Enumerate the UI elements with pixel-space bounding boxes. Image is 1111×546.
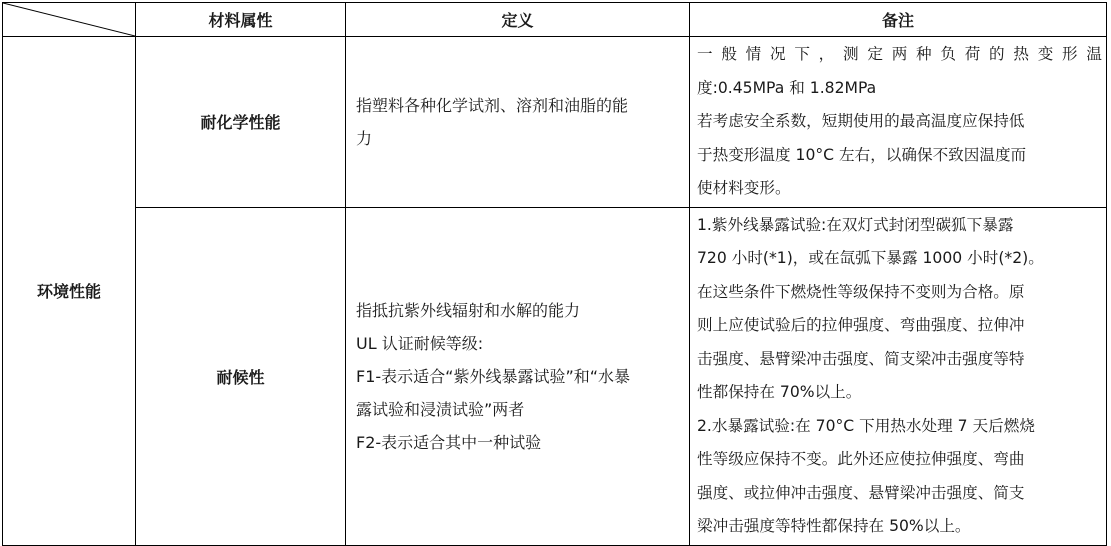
table-row <box>3 37 1107 208</box>
diagonal-header-cell <box>3 3 136 37</box>
remark-line: 性等级应保持不变。此外还应使拉伸强度、弯曲 <box>697 450 1025 468</box>
remarks-cell <box>690 207 1107 545</box>
definition-cell <box>346 37 690 208</box>
definition-line: F1-表示适合“紫外线暴露试验”和“水暴 <box>356 366 631 386</box>
header-property: 材料属性 <box>136 3 346 37</box>
diagonal-line <box>3 3 135 36</box>
definition-line: 力 <box>356 128 373 148</box>
remark-line: 1.紫外线暴露试验:在双灯式封闭型碳狐下暴露 <box>697 215 1014 234</box>
header-remarks: 备注 <box>690 3 1107 37</box>
remark-line: 性都保持在 70%以上。 <box>697 383 862 401</box>
remark-line: 度:0.45MPa 和 1.82MPa <box>697 78 877 97</box>
remark-line: 使材料变形。 <box>697 179 791 197</box>
remark-line: 于热变形温度 10°C 左右，以确保不致因温度而 <box>697 145 1027 164</box>
header-row <box>3 3 1107 37</box>
remark-line: 在这些条件下燃烧性等级保持不变则为合格。原 <box>697 282 1025 301</box>
remark-line: 强度、或拉伸冲击强度、悬臂梁冲击强度、简支 <box>697 483 1025 502</box>
remark-line: 若考虑安全系数，短期使用的最高温度应保持低 <box>697 112 1025 130</box>
definition-line: 露试验和浸渍试验”两者 <box>356 399 525 419</box>
property-cell: 耐候性 <box>136 207 346 545</box>
remark-line: 梁冲击强度等特性都保持在 50%以上。 <box>697 517 971 535</box>
category-cell: 环境性能 <box>3 37 136 546</box>
definition-line: 指抵抗紫外线辐射和水解的能力 <box>356 300 581 320</box>
remark-line: 一般情况下，测定两种负荷的热变形温 <box>697 45 1102 63</box>
definition-line: F2-表示适合其中一种试验 <box>356 432 542 452</box>
remark-line: 2.水暴露试验:在 70°C 下用热水处理 7 天后燃烧 <box>697 416 1035 435</box>
header-definition: 定义 <box>346 3 690 37</box>
remark-line: 720 小时(*1)，或在氙弧下暴露 1000 小时(*2)。 <box>697 249 1044 267</box>
remark-line: 击强度、悬臂梁冲击强度、简支梁冲击强度等特 <box>697 349 1025 368</box>
remarks-cell <box>690 37 1107 208</box>
definition-line: UL 认证耐候等级: <box>356 333 484 353</box>
definition-line: 指塑料各种化学试剂、溶剂和油脂的能 <box>356 95 629 115</box>
remark-line: 则上应使试验后的拉伸强度、弯曲强度、拉伸冲 <box>697 316 1025 334</box>
definition-cell <box>346 207 690 545</box>
table-row <box>3 207 1107 545</box>
material-properties-table <box>2 2 1107 546</box>
property-cell: 耐化学性能 <box>136 37 346 208</box>
